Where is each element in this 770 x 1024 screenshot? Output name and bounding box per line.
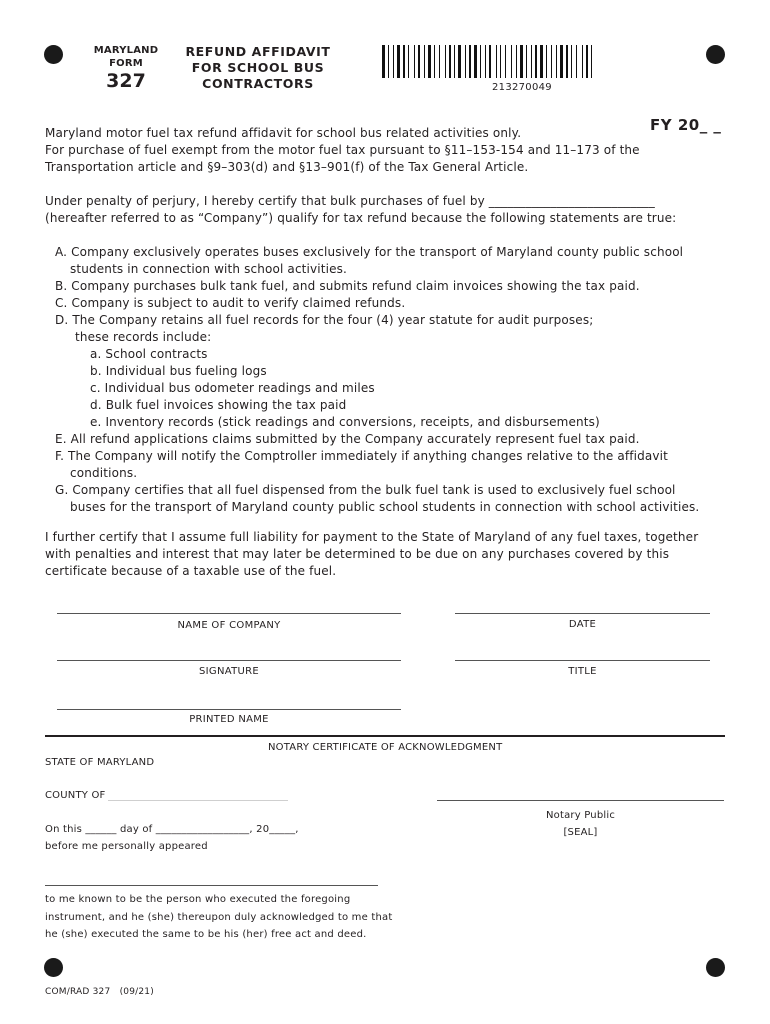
barcode-bar (526, 45, 527, 78)
notary-before-me: before me personally appeared (45, 841, 208, 852)
barcode-bar (445, 45, 446, 78)
statement-d: D. The Company retains all fuel records for the four (4) year statute for audit purposes; (55, 313, 594, 327)
form-id-block (88, 44, 164, 92)
barcode-bar (416, 45, 417, 78)
barcode-bar (507, 45, 510, 78)
intro-line-1: Maryland motor fuel tax refund affidavit for school bus related activities only. (45, 126, 522, 140)
barcode-bar (487, 45, 488, 78)
barcode-bar (462, 45, 464, 78)
notary-known-line-3: he (she) executed the same to be his (her) free act and deed. (45, 929, 367, 940)
notary-county-line[interactable] (108, 800, 288, 801)
barcode-bar (502, 45, 504, 78)
barcode-bar (393, 45, 394, 78)
barcode-bar (496, 45, 497, 78)
barcode-number: 213270049 (492, 82, 552, 93)
record-item-a: a. School contracts (90, 347, 208, 361)
barcode-bar (447, 45, 448, 78)
title-line-3: CONTRACTORS (202, 76, 314, 91)
barcode-bar (485, 45, 486, 78)
barcode-bar (571, 45, 572, 78)
barcode-bar (474, 45, 477, 78)
barcode-bar (480, 45, 481, 78)
barcode-bar (408, 45, 409, 78)
appeared-name-line[interactable] (45, 885, 378, 886)
barcode-bar (426, 45, 427, 78)
barcode-bar (513, 45, 515, 78)
fiscal-year-field[interactable]: FY 20_ _ (650, 116, 722, 134)
barcode-bar (582, 45, 583, 78)
title-field[interactable] (455, 660, 710, 677)
barcode-bar (421, 45, 423, 78)
intro-paragraph (45, 125, 735, 176)
title-line[interactable] (455, 660, 710, 661)
barcode-bar (576, 45, 577, 78)
title-label: TITLE (568, 666, 597, 677)
barcode-bar (386, 45, 387, 78)
barcode-bar (544, 45, 545, 78)
barcode-bar (528, 45, 530, 78)
statement-e: E. All refund applications claims submitted by the Company accurately represent fuel tax paid. (55, 432, 640, 446)
registration-dot-top-right (706, 45, 725, 64)
barcode-bar (553, 45, 555, 78)
notary-state: STATE OF MARYLAND (45, 757, 155, 768)
date-label: DATE (568, 619, 597, 630)
barcode-bar (452, 45, 453, 78)
barcode-bar (403, 45, 405, 78)
barcode-bar (469, 45, 471, 78)
barcode-bar (458, 45, 461, 78)
name-of-company-line[interactable] (57, 613, 401, 614)
barcode-bar (441, 45, 444, 78)
barcode-bar (410, 45, 413, 78)
statement-g-cont: buses for the transport of Maryland county public school students in connection with school activities. (70, 500, 700, 514)
record-item-d: d. Bulk fuel invoices showing the tax paid (90, 398, 347, 412)
barcode-bar (456, 45, 457, 78)
form-word: FORM (109, 58, 143, 69)
barcode-bar (436, 45, 438, 78)
barcode-bar (556, 45, 557, 78)
barcode-bar (520, 45, 523, 78)
statement-d-cont: these records include: (75, 330, 212, 344)
barcode-bar (449, 45, 451, 78)
barcode-bar (382, 45, 385, 78)
name-of-company-field[interactable] (57, 613, 401, 631)
printed-name-line[interactable] (57, 709, 401, 710)
barcode-bar (591, 45, 592, 78)
barcode-bar (531, 45, 532, 78)
barcode-bar (548, 45, 550, 78)
signature-field[interactable] (57, 660, 401, 677)
barcode-bar (465, 45, 466, 78)
barcode-bar (518, 45, 519, 78)
notary-public-line[interactable] (437, 800, 724, 801)
barcode-bar (428, 45, 431, 78)
signature-label: SIGNATURE (199, 666, 259, 677)
liability-paragraph (45, 529, 745, 580)
record-item-e: e. Inventory records (stick readings and conversions, receipts, and disbursements) (90, 415, 600, 429)
barcode-bar (546, 45, 547, 78)
barcode-bar (454, 45, 455, 78)
barcode-bar (424, 45, 425, 78)
barcode-bar (535, 45, 537, 78)
form-number: 327 (106, 70, 146, 92)
barcode-bar (489, 45, 491, 78)
barcode-bar (540, 45, 543, 78)
intro-line-2: For purchase of fuel exempt from the motor fuel tax pursuant to §11–153-154 and 11–173 of the (45, 143, 640, 157)
liability-line-2: with penalties and interest that may later be determined to be due on any purchases covered by this (45, 547, 670, 561)
barcode-bar (551, 45, 552, 78)
record-item-b: b. Individual bus fueling logs (90, 364, 267, 378)
barcode-bar (524, 45, 525, 78)
certify-line-2: (hereafter referred to as “Company”) qualify for tax refund because the following statements are true: (45, 211, 677, 225)
intro-line-3: Transportation article and §9–303(d) and §13–901(f) of the Tax General Article. (45, 160, 529, 174)
notary-known-line-2: instrument, and he (she) thereupon duly acknowledged to me that (45, 911, 393, 923)
date-field[interactable] (455, 613, 710, 630)
barcode-bar (406, 45, 407, 78)
barcode-bar (401, 45, 402, 78)
barcode-bar (516, 45, 517, 78)
record-item-c: c. Individual bus odometer readings and miles (90, 381, 375, 395)
statement-c: C. Company is subject to audit to verify claimed refunds. (55, 296, 406, 310)
barcode-bar (560, 45, 563, 78)
barcode-bar (593, 45, 596, 78)
barcode-bar (395, 45, 396, 78)
certify-line-1[interactable]: Under penalty of perjury, I hereby certify that bulk purchases of fuel by ___________________________ (45, 194, 655, 208)
barcode-bar (578, 45, 581, 78)
barcode-bar (414, 45, 415, 78)
barcode-bar (564, 45, 565, 78)
form-title (172, 44, 344, 92)
barcode-bar (432, 45, 433, 78)
barcode-bar (472, 45, 473, 78)
signature-line[interactable] (57, 660, 401, 661)
barcode-bar (467, 45, 468, 78)
barcode-bar (418, 45, 420, 78)
barcode (382, 45, 662, 78)
form-code: COM/RAD 327 (09/21) (45, 987, 154, 997)
barcode-bar (573, 45, 575, 78)
barcode-bar (478, 45, 479, 78)
barcode-bar (538, 45, 539, 78)
barcode-bars (382, 45, 662, 78)
barcode-bar (569, 45, 570, 78)
notary-heading: NOTARY CERTIFICATE OF ACKNOWLEDGMENT (268, 742, 503, 753)
name-of-company-label: NAME OF COMPANY (177, 620, 281, 631)
statements-list (55, 244, 745, 516)
statement-a: A. Company exclusively operates buses exclusively for the transport of Maryland county public school (55, 245, 684, 259)
barcode-bar (511, 45, 512, 78)
statement-b: B. Company purchases bulk tank fuel, and submits refund claim invoices showing the tax paid. (55, 279, 640, 293)
registration-dot-bottom-left (44, 958, 63, 977)
notary-on-this[interactable]: On this ______ day of __________________, 20_____, (45, 824, 299, 835)
form-state: MARYLAND (93, 45, 159, 56)
statement-a-cont: students in connection with school activities. (70, 262, 347, 276)
notary-public-label: Notary Public (545, 810, 616, 821)
notary-known-line-1: to me known to be the person who executed the foregoing (45, 894, 351, 905)
title-line-2: FOR SCHOOL BUS (191, 60, 325, 75)
barcode-bar (505, 45, 506, 78)
barcode-bar (439, 45, 440, 78)
notary-seal-label: [SEAL] (563, 827, 598, 838)
registration-dot-top-left (44, 45, 63, 64)
statement-f: F. The Company will notify the Comptroller immediately if anything changes relative to the affidavit (55, 449, 669, 463)
liability-line-3: certificate because of a taxable use of the fuel. (45, 564, 337, 578)
liability-line-1: I further certify that I assume full liability for payment to the State of Maryland of any fuel taxes, together (45, 530, 699, 544)
printed-name-label: PRINTED NAME (189, 714, 269, 725)
barcode-bar (492, 45, 495, 78)
barcode-bar (558, 45, 559, 78)
barcode-bar (584, 45, 585, 78)
barcode-bar (533, 45, 534, 78)
barcode-bar (566, 45, 568, 78)
barcode-bar (397, 45, 400, 78)
statement-f-cont: conditions. (70, 466, 138, 480)
statement-g: G. Company certifies that all fuel dispensed from the bulk fuel tank is used to exclusively fuel school (55, 483, 676, 497)
barcode-bar (434, 45, 435, 78)
certify-paragraph (45, 193, 745, 227)
barcode-bar (500, 45, 501, 78)
date-line[interactable] (455, 613, 710, 614)
barcode-bar (498, 45, 499, 78)
notary-known-text (45, 891, 392, 944)
printed-name-field[interactable] (57, 709, 401, 725)
barcode-bar (390, 45, 392, 78)
barcode-bar (482, 45, 484, 78)
notary-divider (45, 735, 725, 737)
barcode-bar (388, 45, 389, 78)
notary-county-label: COUNTY OF (45, 790, 106, 801)
registration-dot-bottom-right (706, 958, 725, 977)
barcode-bar (586, 45, 588, 78)
barcode-bar (589, 45, 590, 78)
title-line-1: REFUND AFFIDAVIT (185, 44, 331, 59)
